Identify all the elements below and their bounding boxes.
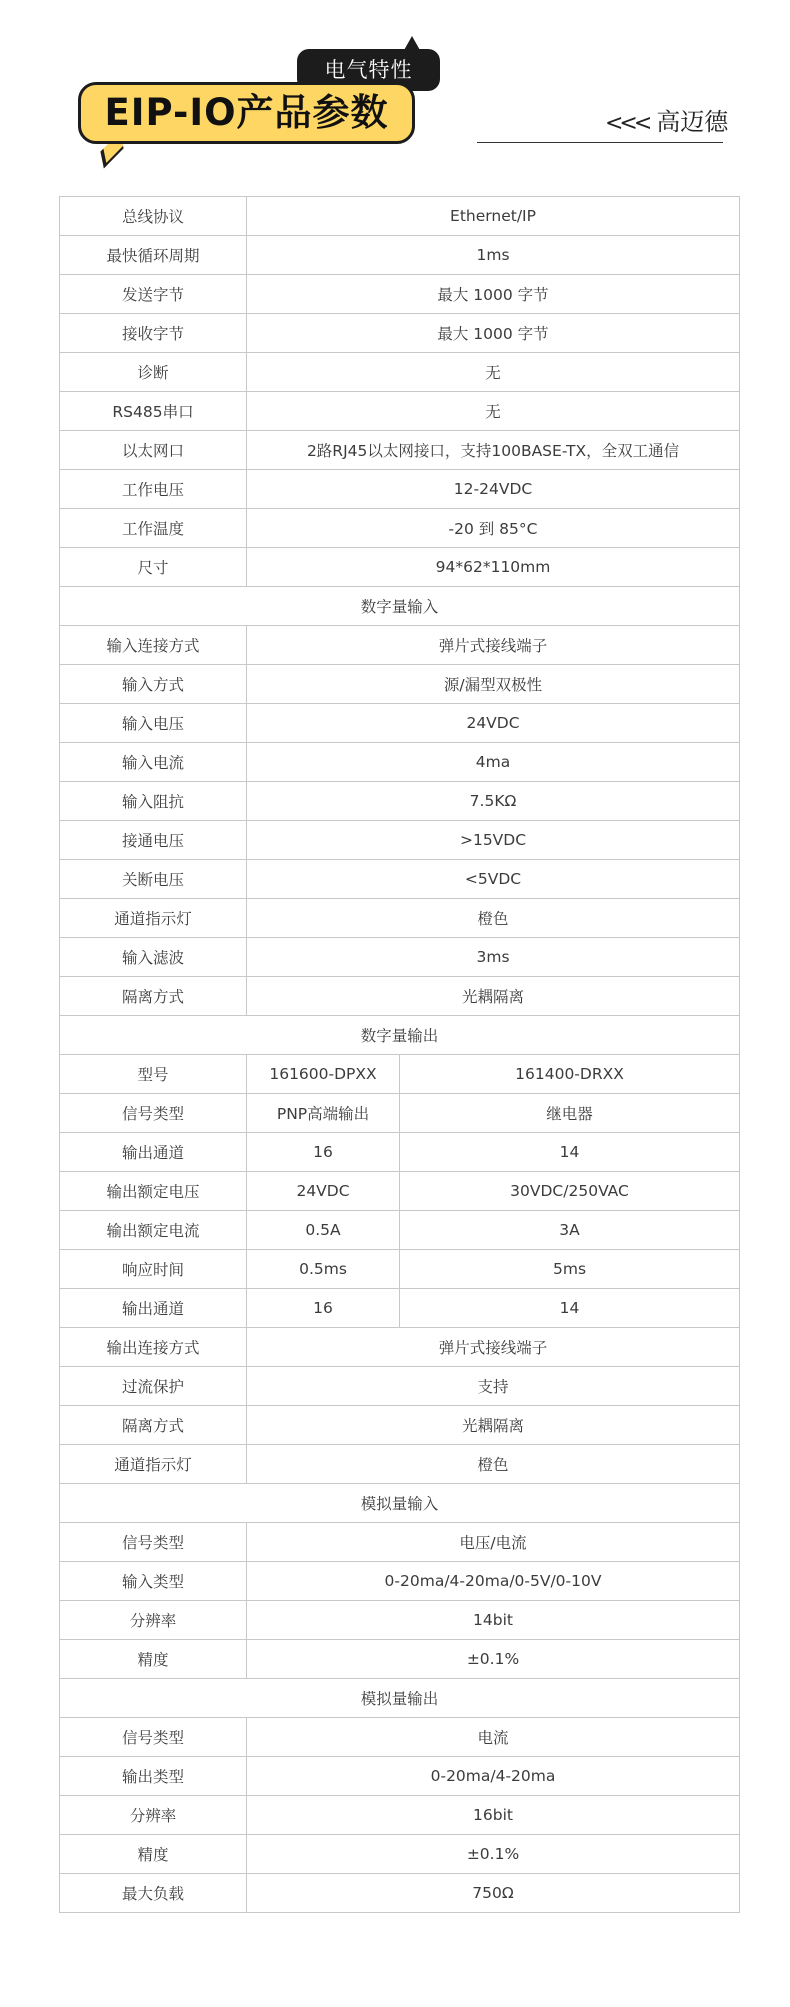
- spec-label: 分辨率: [60, 1601, 247, 1640]
- spec-value: 弹片式接线端子: [247, 626, 740, 665]
- spec-label: 精度: [60, 1640, 247, 1679]
- section-header-row: [60, 1484, 740, 1523]
- spec-row-split: [60, 1211, 740, 1250]
- spec-row: [60, 470, 740, 509]
- spec-row-split: [60, 1289, 740, 1328]
- spec-value: <5VDC: [247, 860, 740, 899]
- spec-value-model-b: 3A: [400, 1211, 740, 1250]
- spec-value: 弹片式接线端子: [247, 1328, 740, 1367]
- spec-label: 精度: [60, 1835, 247, 1874]
- spec-row: [60, 782, 740, 821]
- spec-value: ±0.1%: [247, 1640, 740, 1679]
- spec-value-model-a: 0.5A: [247, 1211, 400, 1250]
- spec-label: 输入阻抗: [60, 782, 247, 821]
- spec-row: [60, 1796, 740, 1835]
- spec-value-model-b: 14: [400, 1289, 740, 1328]
- spec-row: [60, 197, 740, 236]
- spec-label: 信号类型: [60, 1094, 247, 1133]
- spec-label: 最大负载: [60, 1874, 247, 1913]
- section-badge-label: 电气特性: [324, 58, 413, 82]
- spec-row: [60, 314, 740, 353]
- section-title: 模拟量输出: [60, 1679, 740, 1718]
- spec-label: 输出额定电流: [60, 1211, 247, 1250]
- spec-label: 输出通道: [60, 1133, 247, 1172]
- spec-value: 14bit: [247, 1601, 740, 1640]
- spec-label: 关断电压: [60, 860, 247, 899]
- spec-value-model-b: 30VDC/250VAC: [400, 1172, 740, 1211]
- spec-value: 24VDC: [247, 704, 740, 743]
- spec-row-split: [60, 1094, 740, 1133]
- spec-row: [60, 1328, 740, 1367]
- spec-value: 16bit: [247, 1796, 740, 1835]
- spec-value-model-b: 5ms: [400, 1250, 740, 1289]
- spec-row: [60, 1523, 740, 1562]
- spec-label: 接收字节: [60, 314, 247, 353]
- spec-label: 以太网口: [60, 431, 247, 470]
- spec-value: 橙色: [247, 1445, 740, 1484]
- spec-value: 光耦隔离: [247, 1406, 740, 1445]
- spec-value: 橙色: [247, 899, 740, 938]
- spec-value-model-a: PNP高端输出: [247, 1094, 400, 1133]
- spec-label: 型号: [60, 1055, 247, 1094]
- spec-value: 无: [247, 353, 740, 392]
- spec-row: [60, 1445, 740, 1484]
- spec-label: 输入电压: [60, 704, 247, 743]
- spec-label: 输出类型: [60, 1757, 247, 1796]
- spec-row-split: [60, 1172, 740, 1211]
- spec-value: ±0.1%: [247, 1835, 740, 1874]
- spec-value-model-a: 161600-DPXX: [247, 1055, 400, 1094]
- spec-value: 0-20ma/4-20ma/0-5V/0-10V: [247, 1562, 740, 1601]
- spec-label: 隔离方式: [60, 977, 247, 1016]
- section-header-row: [60, 1016, 740, 1055]
- spec-value: Ethernet/IP: [247, 197, 740, 236]
- spec-label: 尺寸: [60, 548, 247, 587]
- spec-label: 过流保护: [60, 1367, 247, 1406]
- spec-row: [60, 1406, 740, 1445]
- spec-label: 输出通道: [60, 1289, 247, 1328]
- spec-value: 0-20ma/4-20ma: [247, 1757, 740, 1796]
- spec-label: 响应时间: [60, 1250, 247, 1289]
- spec-value: 支持: [247, 1367, 740, 1406]
- spec-row: [60, 431, 740, 470]
- spec-value-model-b: 继电器: [400, 1094, 740, 1133]
- spec-row-split: [60, 1055, 740, 1094]
- spec-label: 接通电压: [60, 821, 247, 860]
- spec-row: [60, 1367, 740, 1406]
- spec-value: 3ms: [247, 938, 740, 977]
- chevrons-left-icon: <<<: [605, 111, 649, 136]
- spec-value-model-a: 16: [247, 1289, 400, 1328]
- spec-label: 输出连接方式: [60, 1328, 247, 1367]
- spec-label: 隔离方式: [60, 1406, 247, 1445]
- page-title: EIP-IO产品参数: [104, 91, 389, 134]
- section-title: 数字量输入: [60, 587, 740, 626]
- spec-label: 信号类型: [60, 1523, 247, 1562]
- spec-row: [60, 938, 740, 977]
- spec-value: 最大 1000 字节: [247, 314, 740, 353]
- spec-value: 1ms: [247, 236, 740, 275]
- spec-row: [60, 392, 740, 431]
- spec-value-model-a: 16: [247, 1133, 400, 1172]
- spec-value: 4ma: [247, 743, 740, 782]
- spec-label: 通道指示灯: [60, 1445, 247, 1484]
- spec-label: 工作温度: [60, 509, 247, 548]
- spec-value-model-a: 24VDC: [247, 1172, 400, 1211]
- section-title: 数字量输出: [60, 1016, 740, 1055]
- spec-row: [60, 860, 740, 899]
- spec-value: 光耦隔离: [247, 977, 740, 1016]
- spec-row: [60, 821, 740, 860]
- spec-row: [60, 743, 740, 782]
- section-title: 模拟量输入: [60, 1484, 740, 1523]
- spec-label: 输入电流: [60, 743, 247, 782]
- spec-value: 无: [247, 392, 740, 431]
- spec-label: 输入方式: [60, 665, 247, 704]
- spec-row: [60, 899, 740, 938]
- spec-label: RS485串口: [60, 392, 247, 431]
- spec-label: 输入连接方式: [60, 626, 247, 665]
- spec-value-model-b: 161400-DRXX: [400, 1055, 740, 1094]
- spec-label: 信号类型: [60, 1718, 247, 1757]
- spec-row: [60, 704, 740, 743]
- spec-label: 输入滤波: [60, 938, 247, 977]
- brand-name: 高迈德: [656, 108, 729, 136]
- section-header-row: [60, 1679, 740, 1718]
- spec-label: 输入类型: [60, 1562, 247, 1601]
- spec-label: 发送字节: [60, 275, 247, 314]
- spec-value-model-a: 0.5ms: [247, 1250, 400, 1289]
- spec-table: [59, 196, 740, 1913]
- spec-value-model-b: 14: [400, 1133, 740, 1172]
- spec-label: 输出额定电压: [60, 1172, 247, 1211]
- spec-label: 分辨率: [60, 1796, 247, 1835]
- spec-row: [60, 1874, 740, 1913]
- spec-value: 94*62*110mm: [247, 548, 740, 587]
- spec-row: [60, 626, 740, 665]
- spec-value: 750Ω: [247, 1874, 740, 1913]
- spec-row: [60, 275, 740, 314]
- spec-row: [60, 236, 740, 275]
- spec-row: [60, 1640, 740, 1679]
- spec-row: [60, 977, 740, 1016]
- spec-row: [60, 353, 740, 392]
- spec-row-split: [60, 1133, 740, 1172]
- spec-label: 通道指示灯: [60, 899, 247, 938]
- spec-row: [60, 665, 740, 704]
- spec-row: [60, 1718, 740, 1757]
- brand-underline: [477, 142, 723, 143]
- spec-label: 诊断: [60, 353, 247, 392]
- spec-row-split: [60, 1250, 740, 1289]
- section-header-row: [60, 587, 740, 626]
- spec-row: [60, 509, 740, 548]
- spec-row: [60, 1562, 740, 1601]
- spec-label: 总线协议: [60, 197, 247, 236]
- spec-value: -20 到 85°C: [247, 509, 740, 548]
- spec-label: 最快循环周期: [60, 236, 247, 275]
- spec-value: 2路RJ45以太网接口，支持100BASE-TX，全双工通信: [247, 431, 740, 470]
- spec-row: [60, 548, 740, 587]
- spec-value: 源/漏型双极性: [247, 665, 740, 704]
- spec-table-body: [60, 197, 740, 1913]
- spec-row: [60, 1835, 740, 1874]
- spec-value: 电流: [247, 1718, 740, 1757]
- page-header: [0, 0, 790, 190]
- spec-value: 最大 1000 字节: [247, 275, 740, 314]
- spec-label: 工作电压: [60, 470, 247, 509]
- spec-row: [60, 1757, 740, 1796]
- spec-value: 7.5KΩ: [247, 782, 740, 821]
- spec-value: >15VDC: [247, 821, 740, 860]
- spec-value: 12-24VDC: [247, 470, 740, 509]
- brand: [605, 102, 728, 137]
- spec-row: [60, 1601, 740, 1640]
- spec-value: 电压/电流: [247, 1523, 740, 1562]
